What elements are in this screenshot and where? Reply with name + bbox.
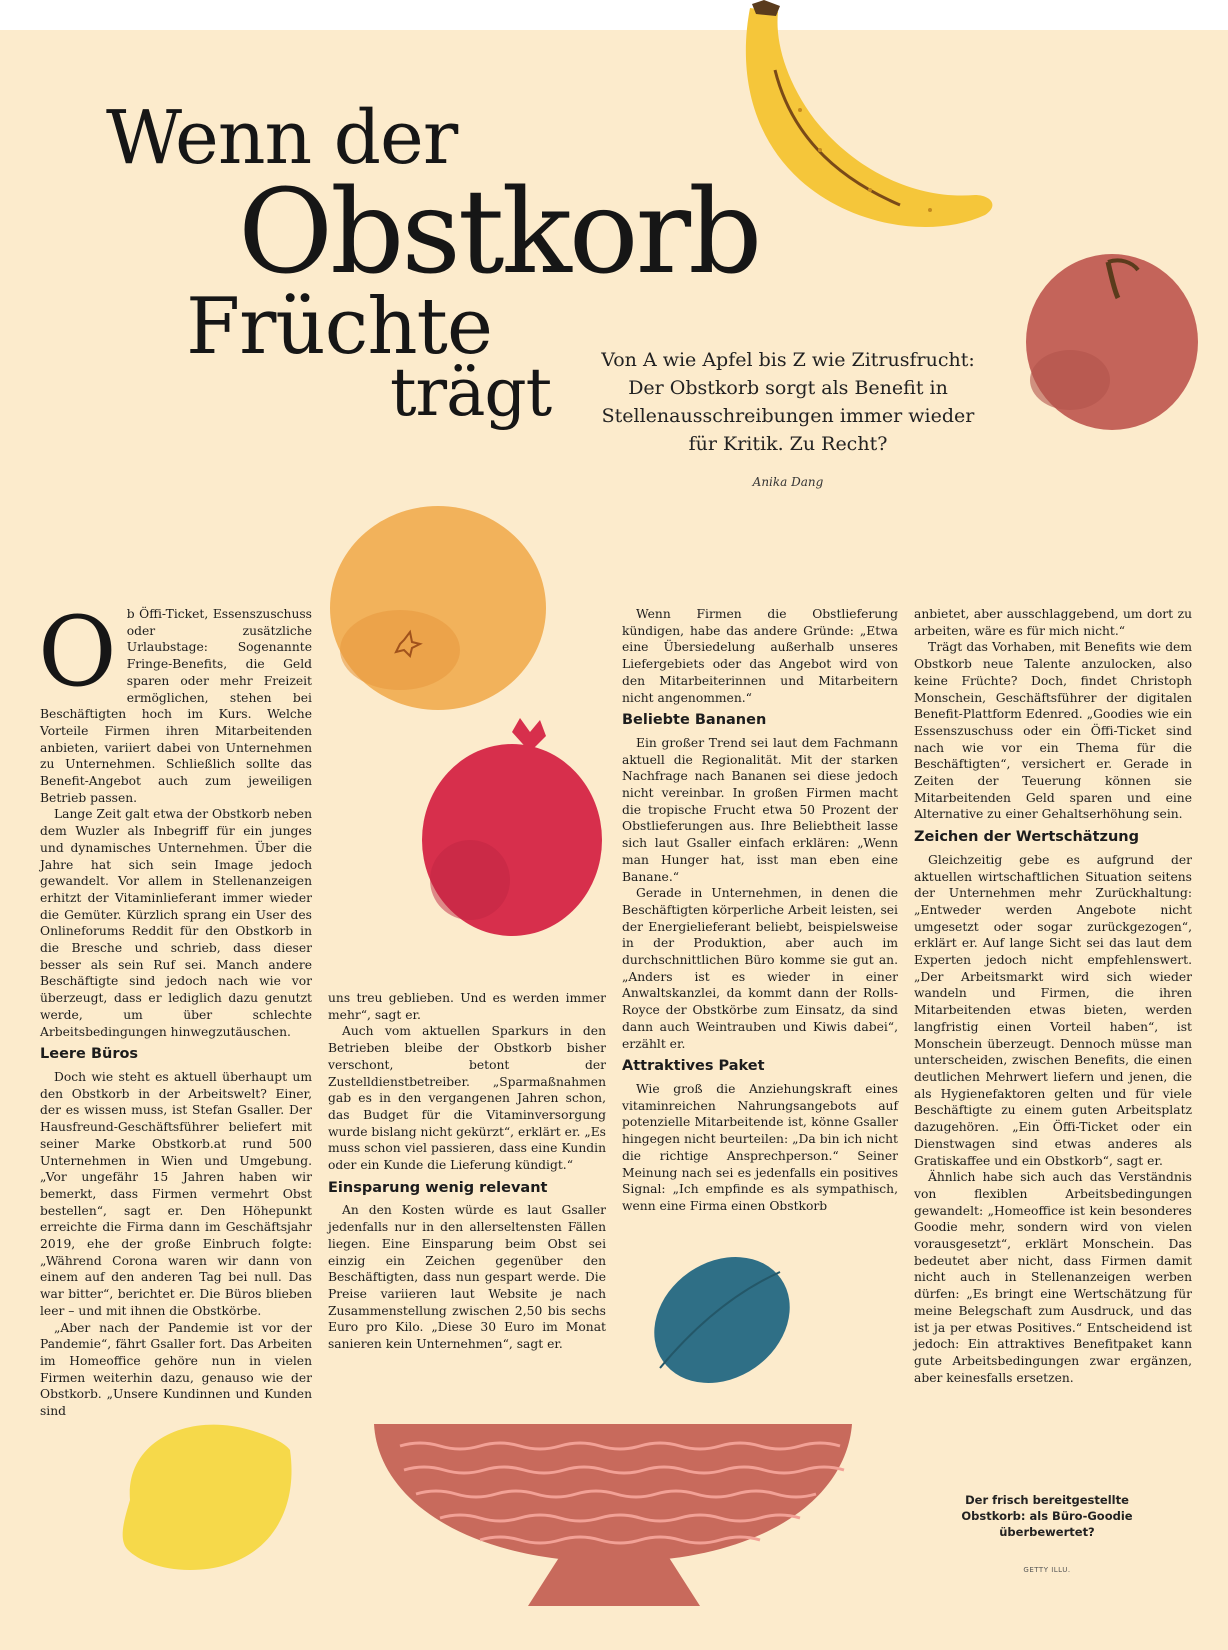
pomegranate-illustration [422,718,602,936]
paragraph: anbietet, aber ausschlaggebend, um dort zu arbeiten, wäre es für mich nicht.“ [914,607,1192,638]
paragraph: Trägt das Vorhaben, mit Benefits wie dem Obstkorb neue Talente anzulocken, also keine Früchte? Doch, findet Christoph Monschein, Geschäftsführer der digitalen Benefit-Plattform Edenred. „Goodies wie ein Essenszuschuss oder ein Öffi-Ticket sind nach wie vor ein Thema für die Beschäftigten“, versichert er. Gerade in Zeiten der Teuerung können sie Mitarbeitenden Geld sparen und eine Alternative zu einer Gehaltserhöhung sein. [914,640,1192,822]
headline-line-1: Wenn der [106,95,458,181]
paragraph: Wenn Firmen die Obstlieferung kündigen, habe das andere Gründe: „Etwa eine Übersiedelung außerhalb unseres Liefergebiets oder das Angebot wird von den Mitarbeiterinnen und Mitarbeitern nicht angenommen.“ [622,607,898,705]
lemon-illustration [123,1425,292,1570]
plum-illustration [630,1231,814,1409]
apple-illustration [1026,254,1198,430]
paragraph: uns treu geblieben. Und es werden immer mehr“, sagt er. [328,991,606,1022]
article-column-3 [622,606,898,1215]
paragraph: An den Kosten würde es laut Gsaller jedenfalls nur in den allerseltensten Fällen liegen. Eine Einsparung beim Obst sei einzig ein Zeichen gegenüber den Beschäftigten, dass nun gespart werde. Die Preise variieren laut Website je nach Zusammenstellung zwischen 2,50 bis sechs Euro pro Kilo. „Diese 30 Euro im Monat sanieren kein Unternehmen“, sagt er. [328,1203,606,1352]
headline-line-3: Früchte [186,282,493,372]
article-column-1 [38,596,312,1420]
image-caption: Der frisch bereitgestellte Obstkorb: als Büro-Goodie überbewertet? [961,1493,1133,1539]
drop-cap: O [38,596,117,708]
fruit-bowl-illustration [374,1424,852,1606]
subheading: Attraktives Paket [622,1058,765,1075]
paragraph: Doch wie steht es aktuell überhaupt um den Obstkorb in der Arbeitswelt? Einer, der es wissen muss, ist Stefan Gsaller. Der Hausfreund-Geschäftsführer beliefert mit seiner Marke Obstkorb.at rund 500 Unternehmen in Wien und Umgebung. „Vor ungefähr 15 Jahren haben wir bemerkt, dass Firmen vermehrt Obst bestellen“, sagt er. Den Höhepunkt erreichte die Firma dann im Geschäftsjahr 2019, ehe der große Einbruch folgte: „Während Corona waren wir dann von einem auf den anderen Tag bei null. Das war bitter“, berichtet er. Die Büros blieben leer – und mit ihnen die Obstkörbe. [40,1069,312,1318]
lead-text: Von A wie Apfel bis Z wie Zitrusfrucht: Der Obstkorb sorgt als Benefit in Stellenausschreibungen immer wieder für Kritik. Zu Recht? [601,349,975,455]
paragraph: Auch vom aktuellen Sparkurs in den Betrieben bleibe der Obstkorb bisher verschont, betont der Zustelldienstbetreiber. „Sparmaßnahmen gab es in den vergangenen Jahren schon, das Budget für die Vitaminversorgung wurde bislang nicht gekürzt“, erklärt er. „Es muss schon viel passieren, dass eine Kundin oder ein Kunde die Lieferung kündigt.“ [328,1024,606,1173]
subheading: Leere Büros [40,1046,139,1063]
subheading: Einsparung wenig relevant [328,1179,548,1196]
paragraph: Ähnlich habe sich auch das Verständnis von flexiblen Arbeitsbedingungen gewandelt: „Homeoffice ist kein besonderes Goodie mehr, sondern wird von vielen vorausgesetzt“, erklärt Monschein. Das bedeutet aber nicht, dass Firmen damit nicht auch in Stellenanzeigen werben dürfen: „Es bringt eine Wertschätzung für meine Belegschaft zum Ausdruck, und das ist ja per etwas Positives.“ Entscheidend ist jedoch: Ein attraktives Benefitpaket kann gute Arbeitsbedingungen zwar ergänzen, aber keinesfalls ersetzen. [914,1170,1192,1385]
paragraph: Lange Zeit galt etwa der Obstkorb neben dem Wuzler als Inbegriff für ein junges und dynamisches Unternehmen. Über die Jahre hat sich sein Image jedoch gewandelt. Vor allem in Stellenanzeigen erhitzt der Vitaminlieferant immer wieder die Gemüter. Kürzlich sprang ein User des Onlineforums Reddit für den Obstkorb in die Bresche und schrieb, dass dieser besser als sein Ruf sei. Manch andere Beschäftigte sind jedoch nach wie vor überzeugt, dass er lediglich dazu genutzt werde, um über schlechte Arbeitsbedingungen hinwegzutäuschen. [40,807,312,1039]
orange-illustration [330,506,546,710]
paragraph: Ein großer Trend sei laut dem Fachmann aktuell die Regionalität. Mit der starken Nachfrage nach Bananen sei diese jedoch nicht vereinbar. In großen Firmen macht die tropische Frucht etwa 50 Prozent der Obstlieferungen aus. Ihre Beliebtheit lasse sich laut Gsaller einfach erklären: „Wenn man Hunger hat, isst man eben eine Banane.“ [622,735,898,884]
paragraph: Gleichzeitig gebe es aufgrund der aktuellen wirtschaftlichen Situation seitens der Unternehmen mehr Zurückhaltung: „Entweder werden Angebote nicht umgesetzt oder sogar zurückgezogen“, erklärt er. Auf lange Sicht sei das laut dem Experten jedoch nicht empfehlenswert. „Der Arbeitsmarkt wird sich wieder wandeln und Firmen, die ihren Mitarbeitenden etwas bieten, werden langfristig einen Vorteil haben“, ist Monschein überzeugt. Dennoch müsse man unterscheiden, zwischen Benefits, die einen deutlichen Mehrwert liefern und jenen, die als Hygienefaktoren gelten und für viele Beschäftigte zu einem guten Arbeitsplatz dazugehören. „Ein Öffi-Ticket oder ein Dienstwagen sind etwas anderes als Gratiskaffee und ein Obstkorb“, sagt er. [914,852,1192,1168]
author-byline: Anika Dang [752,475,824,489]
article-column-2 [328,990,606,1353]
subheading: Beliebte Bananen [622,712,767,729]
headline-line-2: Obstkorb [238,165,760,300]
paragraph: Gerade in Unternehmen, in denen die Beschäftigten körperliche Arbeit leisten, sei der Energielieferant beliebt, beispielsweise in der Produktion, aber auch im durchschnittlichen Büro komme sie gut an. „Anders ist es wieder in einer Anwaltskanzlei, da kommt dann der Rolls-Royce der Obstkörbe zum Einsatz, da sind dann auch Weintrauben und Kiwis dabei“, erzählt er. [622,886,898,1051]
paragraph: Wie groß die Anziehungskraft eines vitaminreichen Nahrungsangebots auf potenzielle Mitarbeitende ist, könne Gsaller hingegen nicht beurteilen: „Da bin ich nicht die richtige Ansprechperson.“ Seiner Meinung nach sei es jedenfalls ein positives Signal: „Ich empfinde es als sympathisch, wenn eine Firma einen Obstkorb [622,1081,898,1213]
article-column-4 [914,606,1192,1386]
subheading: Zeichen der Wertschätzung [914,829,1139,846]
paragraph: b Öffi-Ticket, Essenszuschuss oder zusätzliche Urlaubstage: Sogenannte Fringe-Benefits, die Geld sparen oder mehr Freizeit ermöglichen, stehen bei Beschäftigten hoch im Kurs. Welche Vorteile Firmen ihren Mitarbeitenden anbieten, variiert dabei von Unternehmen zu Unternehmen. Schließlich sollte das Benefit-Angebot auch zum jeweiligen Betrieb passen. [40,607,312,805]
paragraph: „Aber nach der Pandemie ist vor der Pandemie“, fährt Gsaller fort. Das Arbeiten im Homeoffice gehöre nun in vielen Firmen weiterhin dazu, genauso wie der Obstkorb. „Unsere Kundinnen und Kunden sind [40,1320,312,1419]
headline-line-4: trägt [390,354,552,431]
image-credit: GETTY ILLU. [1023,1566,1071,1574]
banana-illustration [746,0,993,227]
